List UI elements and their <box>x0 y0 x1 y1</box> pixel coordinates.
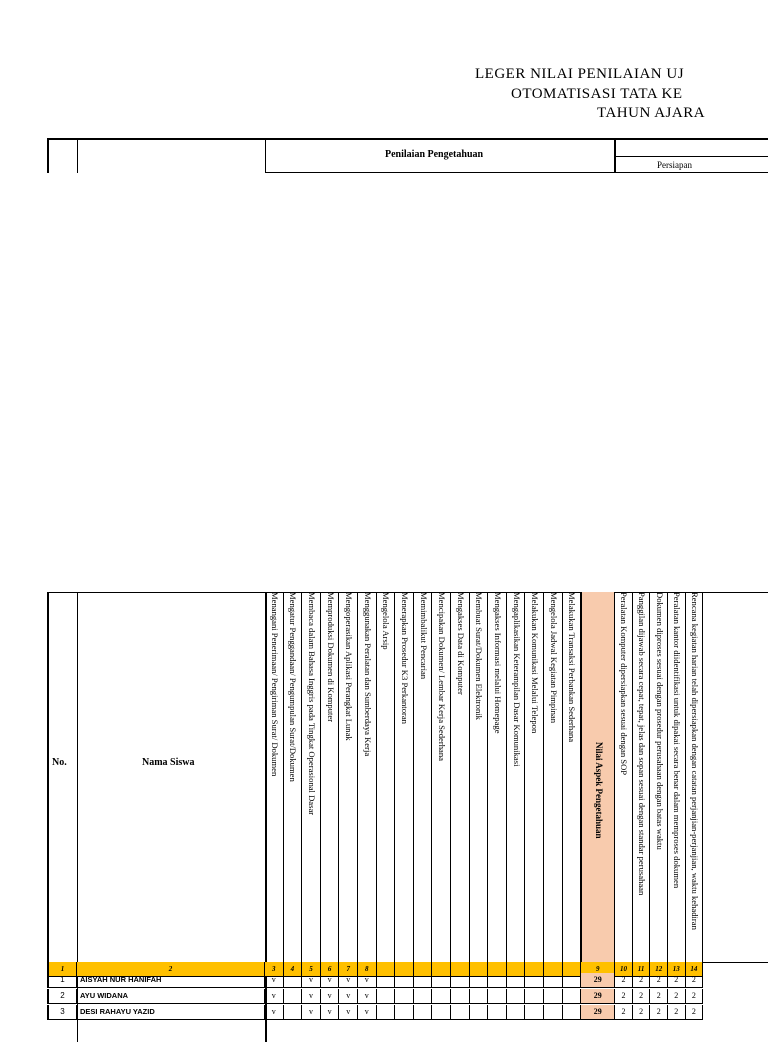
mark-cell <box>507 989 526 1004</box>
knowledge-column-label: Melakukan Komunikasi Melalui Telepon <box>530 592 541 734</box>
mark-cell <box>488 1005 507 1020</box>
knowledge-column-header <box>488 592 507 962</box>
divider <box>77 138 78 173</box>
knowledge-column-label: Mengelola Arsip <box>381 592 392 650</box>
nilai-aspek-header <box>581 592 615 962</box>
title-line-3: TAHUN AJARA <box>597 105 706 121</box>
knowledge-column-label: Mengaplikasikan Keterampilan Dasar Komunikasi <box>511 592 522 767</box>
knowledge-column-header <box>414 592 433 962</box>
mark-cell <box>563 1005 582 1020</box>
student-name: DESI RAHAYU YAZID <box>77 1005 265 1020</box>
nilai-cell: 29 <box>581 989 615 1004</box>
knowledge-column-header <box>321 592 340 962</box>
persiapan-cell: 2 <box>686 1005 704 1020</box>
knowledge-column-header <box>470 592 489 962</box>
mark-cell: v <box>302 989 321 1004</box>
mark-cell: v <box>321 973 340 988</box>
mark-cell <box>414 973 433 988</box>
mark-cell <box>525 1005 544 1020</box>
index-cell: 6 <box>321 962 340 977</box>
mark-cell: v <box>339 989 358 1004</box>
title-line-2: OTOMATISASI TATA KE <box>511 86 683 102</box>
row-number: 1 <box>47 973 77 988</box>
index-cell: 7 <box>339 962 358 977</box>
no-column-header: No. <box>52 757 67 768</box>
index-cell: 10 <box>615 962 633 977</box>
mark-cell <box>488 989 507 1004</box>
nama-siswa-column-header: Nama Siswa <box>142 757 195 768</box>
mark-cell <box>284 1005 303 1020</box>
index-cell: 14 <box>686 962 704 977</box>
knowledge-column-label: Melakukan Transaksi Perbankan Sederhana <box>567 592 578 743</box>
mark-cell <box>377 989 396 1004</box>
divider <box>265 172 768 173</box>
student-name: AISYAH NUR HANIFAH <box>77 973 265 988</box>
mark-cell <box>470 1005 489 1020</box>
index-cell: 4 <box>284 962 303 977</box>
knowledge-column-header <box>525 592 544 962</box>
knowledge-column-label: Mengakses Data di Komputer <box>455 592 466 695</box>
knowledge-column-header <box>451 592 470 962</box>
knowledge-column-header <box>339 592 358 962</box>
persiapan-cell: 2 <box>668 1005 686 1020</box>
mark-cell <box>451 989 470 1004</box>
knowledge-column-header <box>507 592 526 962</box>
mark-cell <box>525 973 544 988</box>
row-number: 2 <box>47 989 77 1004</box>
persiapan-column-label: Peralatan Komputer dipersiapkan sesuai dengan SOP <box>619 592 630 776</box>
mark-cell <box>414 1005 433 1020</box>
title-line-1: LEGER NILAI PENILAIAN UJ <box>475 66 685 82</box>
knowledge-column-label: Membuat Surat/Dokumen Elektronik <box>474 592 485 720</box>
knowledge-column-label: Membaca dalam Bahasa Inggris pada Tingkat Operasional Dasar <box>306 592 317 816</box>
row-number: 3 <box>47 1005 77 1020</box>
mark-cell <box>563 973 582 988</box>
mark-cell <box>451 1005 470 1020</box>
mark-cell <box>395 1005 414 1020</box>
knowledge-column-label: Menerapkan Prosedur K3 Perkantoran <box>399 592 410 724</box>
knowledge-column-header <box>377 592 396 962</box>
knowledge-column-label: Mencipakan Dokumen/ Lembar Kerja Sederhana <box>437 592 448 761</box>
mark-cell <box>525 989 544 1004</box>
mark-cell <box>395 973 414 988</box>
knowledge-column-label: Mengelola Jadwal Kegiatan Pimpinan <box>548 592 559 724</box>
index-cell: 12 <box>650 962 668 977</box>
mark-cell <box>432 989 451 1004</box>
persiapan-cell: 2 <box>633 1005 651 1020</box>
knowledge-column-label: Menangani Penerimaan/ Pengiriman Surat/ Dokumen <box>269 592 280 777</box>
persiapan-column-label: Rencana kegiatan harian telah dipersiapkan dengan catatan perjanjian-perjanjian, waktu kehadiran <box>689 592 700 930</box>
knowledge-column-header <box>265 592 284 962</box>
persiapan-cell: 2 <box>615 989 633 1004</box>
mark-cell: v <box>358 989 377 1004</box>
mark-cell <box>544 1005 563 1020</box>
knowledge-column-header <box>358 592 377 962</box>
index-cell: 11 <box>633 962 651 977</box>
mark-cell: v <box>321 989 340 1004</box>
mark-cell: v <box>265 973 284 988</box>
mark-cell <box>451 973 470 988</box>
index-cell: 2 <box>77 962 265 977</box>
persiapan-cell: 2 <box>615 973 633 988</box>
knowledge-column-header <box>544 592 563 962</box>
mark-cell <box>507 973 526 988</box>
mark-cell: v <box>302 1005 321 1020</box>
student-name: AYU WIDANA <box>77 989 265 1004</box>
mark-cell: v <box>265 1005 284 1020</box>
index-cell: 3 <box>265 962 284 977</box>
index-cell: 5 <box>302 962 321 977</box>
mark-cell <box>432 973 451 988</box>
persiapan-column-label: Dokumen diproses sesuai dengan prosedur perusahaan dengan batas waktu <box>654 592 665 850</box>
mark-cell: v <box>358 973 377 988</box>
knowledge-column-label: Mengakses Informasi melalui Homepage <box>492 592 503 734</box>
mark-cell <box>284 989 303 1004</box>
index-cell: 1 <box>47 962 77 977</box>
mark-cell <box>563 989 582 1004</box>
persiapan-cell: 2 <box>686 989 704 1004</box>
persiapan-cell: 2 <box>650 973 668 988</box>
nilai-cell: 29 <box>581 1005 615 1020</box>
persiapan-header: Persiapan <box>657 160 692 170</box>
divider <box>614 156 768 157</box>
mark-cell <box>377 1005 396 1020</box>
persiapan-cell: 2 <box>668 973 686 988</box>
persiapan-cell: 2 <box>633 973 651 988</box>
knowledge-column-header <box>395 592 414 962</box>
index-cell: 13 <box>668 962 686 977</box>
mark-cell: v <box>302 973 321 988</box>
persiapan-column-header <box>686 592 704 962</box>
knowledge-column-header <box>563 592 582 962</box>
persiapan-cell: 2 <box>650 989 668 1004</box>
knowledge-column-label: Menggunakan Peralatan dan Sumberdaya Kerja <box>362 592 373 757</box>
knowledge-column-header <box>284 592 303 962</box>
mark-cell <box>470 973 489 988</box>
persiapan-column-label: Peralatan kantor diidentifikasi untuk dipakai secara benar dalam memproses dokumen <box>672 592 683 889</box>
persiapan-cell: 2 <box>668 989 686 1004</box>
index-cell: 9 <box>581 962 615 977</box>
persiapan-column-header <box>650 592 668 962</box>
knowledge-column-label: Memproduksi Dokumen di Komputer <box>325 592 336 723</box>
mark-cell <box>377 973 396 988</box>
knowledge-column-label: Memimbalikut Pencarian <box>418 592 429 680</box>
persiapan-column-header <box>668 592 686 962</box>
penilaian-pengetahuan-header: Penilaian Pengetahuan <box>385 149 484 160</box>
mark-cell <box>470 989 489 1004</box>
index-cell: 8 <box>358 962 377 977</box>
persiapan-cell: 2 <box>686 973 704 988</box>
persiapan-column-label: Panggilan dijawab secara cepat, tepat, jelas dan sopan sesuai dengan standar perusahaan <box>637 592 648 896</box>
mark-cell <box>395 989 414 1004</box>
mark-cell: v <box>339 1005 358 1020</box>
mark-cell <box>507 1005 526 1020</box>
persiapan-cell: 2 <box>650 1005 668 1020</box>
mark-cell <box>544 989 563 1004</box>
mark-cell <box>284 973 303 988</box>
divider <box>265 138 266 173</box>
mark-cell <box>544 973 563 988</box>
knowledge-column-header <box>432 592 451 962</box>
mark-cell: v <box>321 1005 340 1020</box>
persiapan-cell: 2 <box>615 1005 633 1020</box>
knowledge-column-header <box>302 592 321 962</box>
mark-cell <box>488 973 507 988</box>
knowledge-column-label: Mengatur Penggandaan/ Pengumpulan Surat/Dokumen <box>288 592 299 782</box>
nilai-aspek-label: Nilai Aspek Pengetahuan <box>594 742 605 839</box>
persiapan-column-header <box>615 592 633 962</box>
persiapan-column-header <box>633 592 651 962</box>
knowledge-column-label: Mengoperasikan Aplikasi Perangkat Lunak <box>344 592 355 741</box>
mark-cell <box>414 989 433 1004</box>
persiapan-cell: 2 <box>633 989 651 1004</box>
mark-cell <box>432 1005 451 1020</box>
nilai-cell: 29 <box>581 973 615 988</box>
mark-cell: v <box>265 989 284 1004</box>
mark-cell: v <box>339 973 358 988</box>
mark-cell: v <box>358 1005 377 1020</box>
